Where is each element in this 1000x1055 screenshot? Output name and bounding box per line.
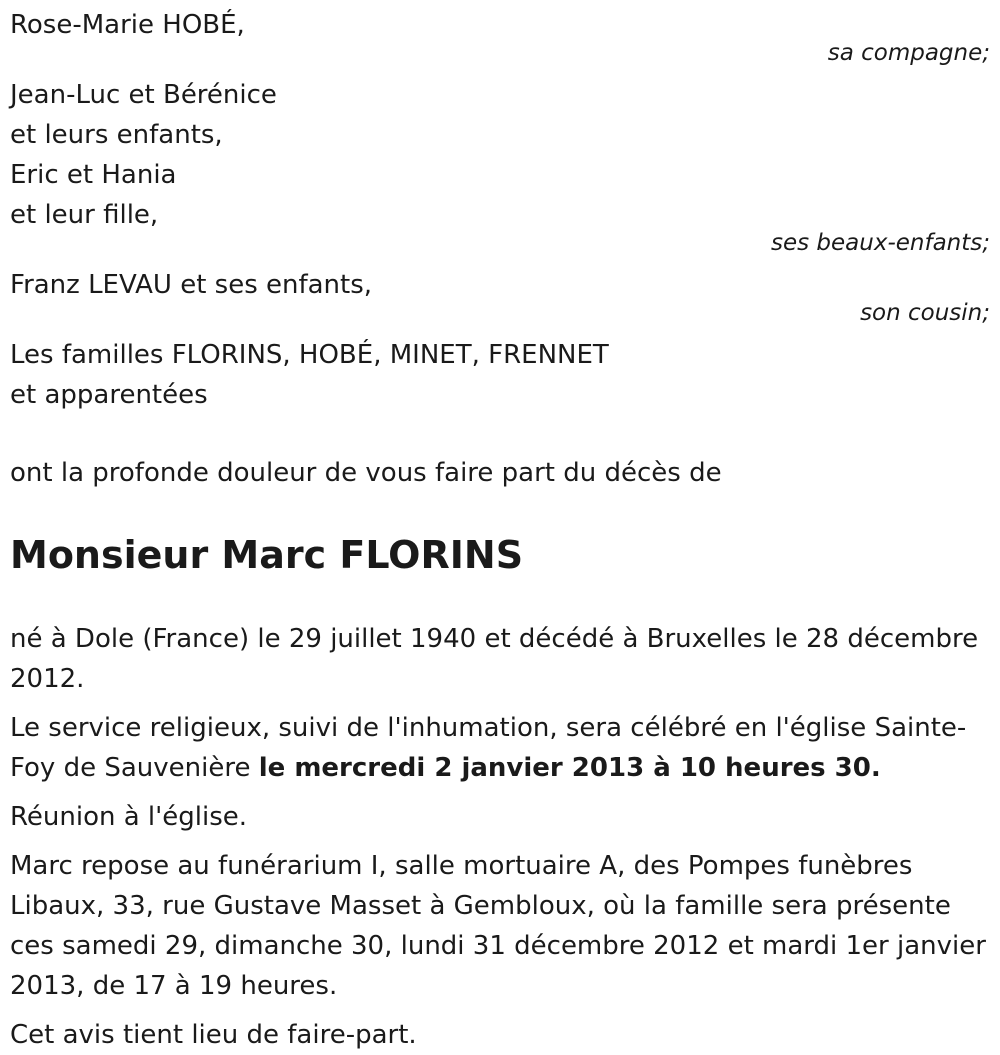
partner-role: sa compagne; <box>827 40 990 66</box>
families-line: Les familles FLORINS, HOBÉ, MINET, FRENNET <box>10 340 609 370</box>
deceased-name: Monsieur Marc FLORINS <box>10 533 524 577</box>
stepchildren-role: ses beaux-enfants; <box>770 230 990 256</box>
announcement-intro: ont la profonde douleur de vous faire part du décès de <box>10 458 722 488</box>
stepchildren-section <box>10 75 990 255</box>
service-text: Le service religieux, suivi de l'inhumation, sera célébré en l'église Sainte-Foy de Sauvenière <box>10 713 967 783</box>
stepchildren-line: Jean-Luc et Bérénice <box>10 80 277 110</box>
visitation-paragraph: Marc repose au funérarium I, salle mortuaire A, des Pompes funèbres Libaux, 33, rue Gustave Masset à Gembloux, où la famille sera présente ces samedi 29, dimanche 30, lundi 31 décembre 2012 et mardi 1er janvier 2013, de 17 à 19 heures. <box>10 851 986 1001</box>
details-section <box>10 619 990 1055</box>
service-datetime: le mercredi 2 janvier 2013 à 10 heures 30. <box>258 753 881 783</box>
cousin-name: Franz LEVAU et ses enfants, <box>10 270 373 300</box>
cousin-section <box>10 265 990 325</box>
notice-paragraph: Cet avis tient lieu de faire-part. <box>10 1020 417 1050</box>
service-paragraph <box>10 708 990 788</box>
stepchildren-line: et leurs enfants, <box>10 120 223 150</box>
families-line: et apparentées <box>10 380 208 410</box>
families-section <box>10 335 990 415</box>
stepchildren-line: Eric et Hania <box>10 160 177 190</box>
partner-name: Rose-Marie HOBÉ, <box>10 10 245 40</box>
stepchildren-line: et leur fille, <box>10 200 159 230</box>
partner-section <box>10 5 990 65</box>
birth-death-paragraph: né à Dole (France) le 29 juillet 1940 et décédé à Bruxelles le 28 décembre 2012. <box>10 624 979 694</box>
cousin-role: son cousin; <box>860 300 990 326</box>
meeting-paragraph: Réunion à l'église. <box>10 802 248 832</box>
